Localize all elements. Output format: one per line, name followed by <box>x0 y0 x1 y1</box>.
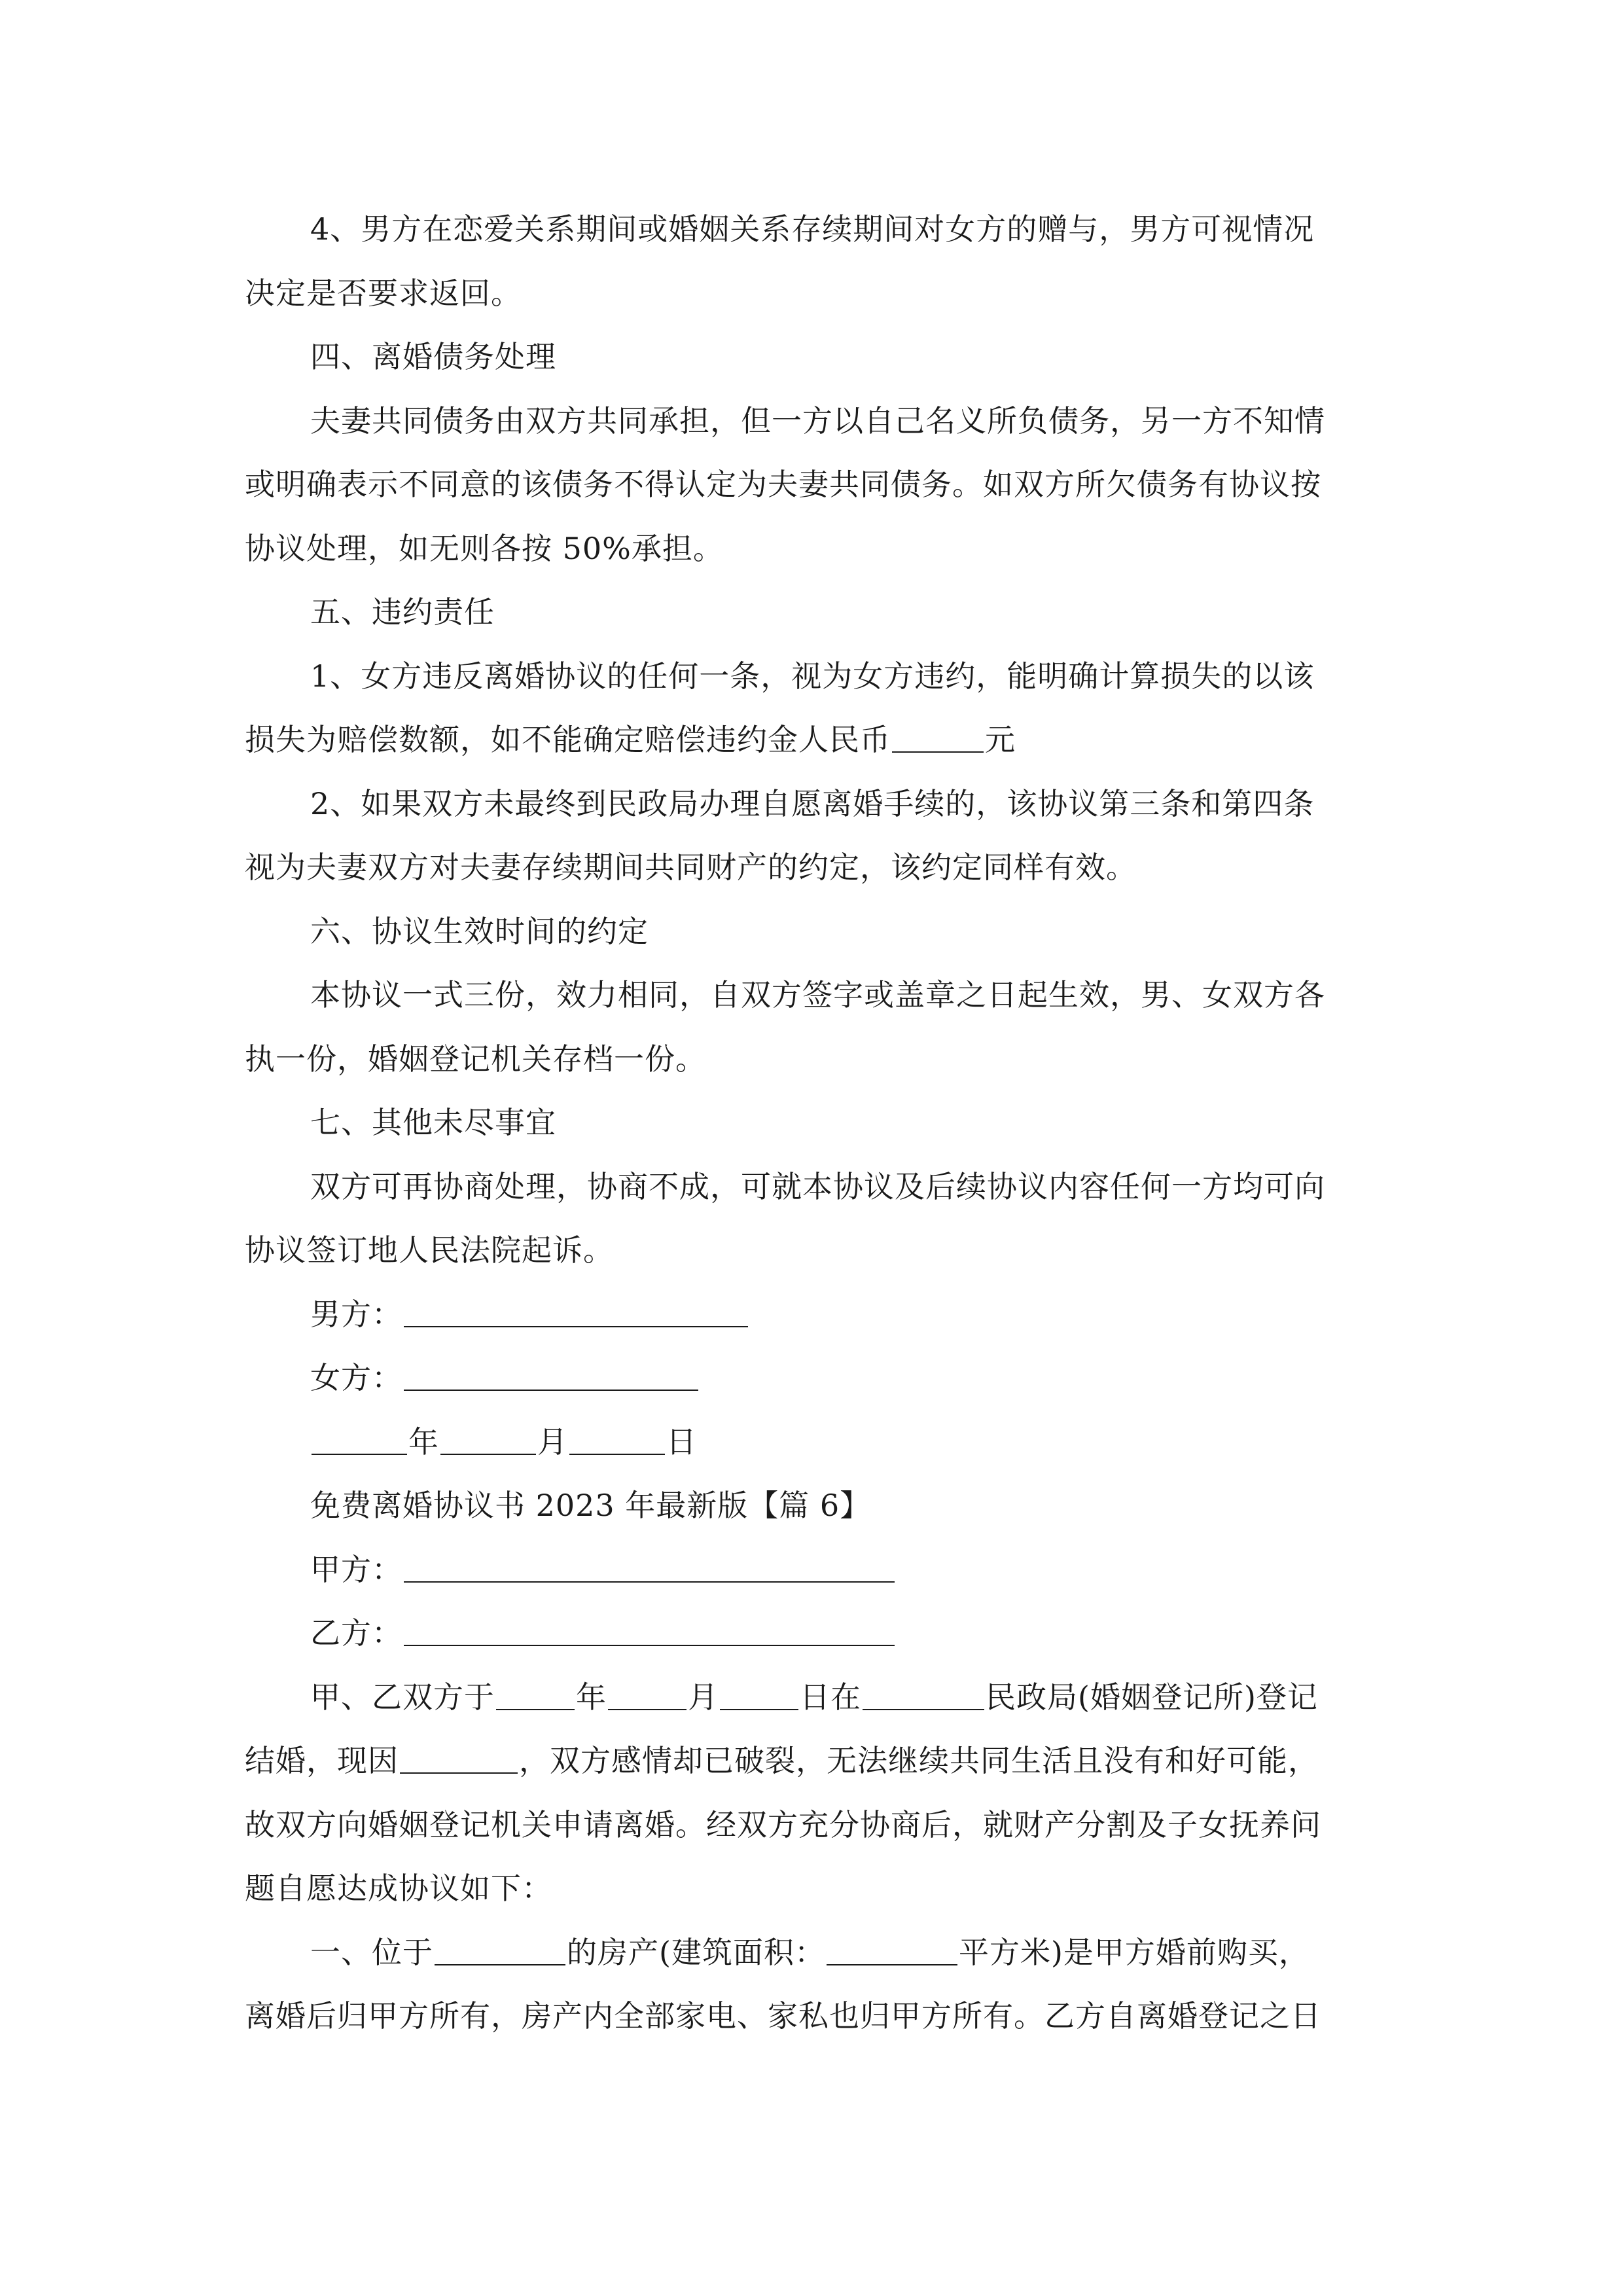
date-line <box>310 1416 697 1468</box>
text-segment: 年 <box>576 1679 607 1715</box>
reason-field[interactable] <box>400 1734 518 1774</box>
text-segment: 甲、乙双方于 <box>310 1679 495 1715</box>
year-label: 年 <box>408 1424 439 1460</box>
text-line: 视为夫妻双方对夫妻存续期间共同财产的约定，该约定同样有效。 <box>245 850 1137 885</box>
text-segment: 月 <box>688 1679 719 1715</box>
section-heading: 五、违约责任 <box>310 594 495 630</box>
party-b-label: 乙方： <box>310 1615 402 1651</box>
female-signature-field[interactable] <box>404 1352 698 1391</box>
text-segment: 民政局(婚姻登记所)登记 <box>986 1679 1318 1715</box>
text-line: 协议处理，如无则各按 50%承担。 <box>245 531 724 566</box>
text-line: 决定是否要求返回。 <box>245 276 522 311</box>
text-line: 题自愿达成协议如下： <box>245 1871 552 1906</box>
text-segment: 元 <box>985 722 1016 757</box>
month-label: 月 <box>537 1424 568 1460</box>
section-heading: 七、其他未尽事宜 <box>310 1105 556 1140</box>
text-line <box>310 1671 1318 1723</box>
signature-line-female <box>310 1352 700 1404</box>
section-heading: 四、离婚债务处理 <box>310 339 556 374</box>
text-line: 2、如果双方未最终到民政局办理自愿离婚手续的，该协议第三条和第四条 <box>310 786 1315 821</box>
female-label: 女方： <box>310 1360 402 1395</box>
party-b-field[interactable] <box>404 1607 895 1646</box>
text-segment: ，双方感情却已破裂，无法继续共同生活且没有和好可能， <box>519 1743 1319 1778</box>
section-heading: 六、协议生效时间的约定 <box>310 914 649 949</box>
text-line <box>310 1926 1310 1979</box>
day-field[interactable] <box>720 1671 798 1710</box>
text-segment: 损失为赔偿数额，如不能确定赔偿违约金人民币 <box>245 722 891 757</box>
registry-field[interactable] <box>863 1671 984 1710</box>
day-label: 日 <box>666 1424 697 1460</box>
year-field[interactable] <box>312 1416 407 1455</box>
area-field[interactable] <box>827 1926 957 1965</box>
male-signature-field[interactable] <box>404 1288 748 1327</box>
party-a-line <box>310 1543 896 1596</box>
section-title: 免费离婚协议书 2023 年最新版【篇 6】 <box>310 1488 871 1523</box>
day-field[interactable] <box>569 1416 665 1455</box>
text-line <box>245 713 1016 766</box>
text-line: 1、女方违反离婚协议的任何一条，视为女方违约，能明确计算损失的以该 <box>310 658 1315 694</box>
party-a-field[interactable] <box>404 1543 895 1583</box>
text-line: 本协议一式三份，效力相同，自双方签字或盖章之日起生效，男、女双方各 <box>310 977 1325 1013</box>
text-line: 夫妻共同债务由双方共同承担，但一方以自己名义所负债务，另一方不知情 <box>310 403 1325 439</box>
text-line: 协议签订地人民法院起诉。 <box>245 1232 614 1268</box>
party-a-label: 甲方： <box>310 1552 402 1587</box>
text-line: 离婚后归甲方所有，房产内全部家电、家私也归甲方所有。乙方自离婚登记之日 <box>245 1998 1321 2034</box>
text-segment: 的房产(建筑面积： <box>567 1935 825 1970</box>
text-line: 故双方向婚姻登记机关申请离婚。经双方充分协商后，就财产分割及子女抚养问 <box>245 1807 1321 1842</box>
text-segment: 一、位于 <box>310 1935 433 1970</box>
text-segment: 平方米)是甲方婚前购买， <box>958 1935 1310 1970</box>
location-field[interactable] <box>435 1926 565 1965</box>
text-line: 或明确表示不同意的该债务不得认定为夫妻共同债务。如双方所欠债务有协议按 <box>245 467 1321 502</box>
male-label: 男方： <box>310 1297 402 1332</box>
month-field[interactable] <box>440 1416 536 1455</box>
text-line: 执一份，婚姻登记机关存档一份。 <box>245 1041 706 1077</box>
text-line: 4、男方在恋爱关系期间或婚姻关系存续期间对女方的赠与，男方可视情况 <box>310 211 1315 247</box>
blank-field[interactable] <box>892 713 984 753</box>
text-line <box>245 1734 1319 1787</box>
text-segment: 结婚，现因 <box>245 1743 399 1778</box>
year-field[interactable] <box>496 1671 575 1710</box>
text-segment: 日在 <box>800 1679 861 1715</box>
signature-line-male <box>310 1288 749 1340</box>
party-b-line <box>310 1607 896 1659</box>
month-field[interactable] <box>608 1671 687 1710</box>
text-line: 双方可再协商处理，协商不成，可就本协议及后续协议内容任何一方均可向 <box>310 1169 1325 1204</box>
